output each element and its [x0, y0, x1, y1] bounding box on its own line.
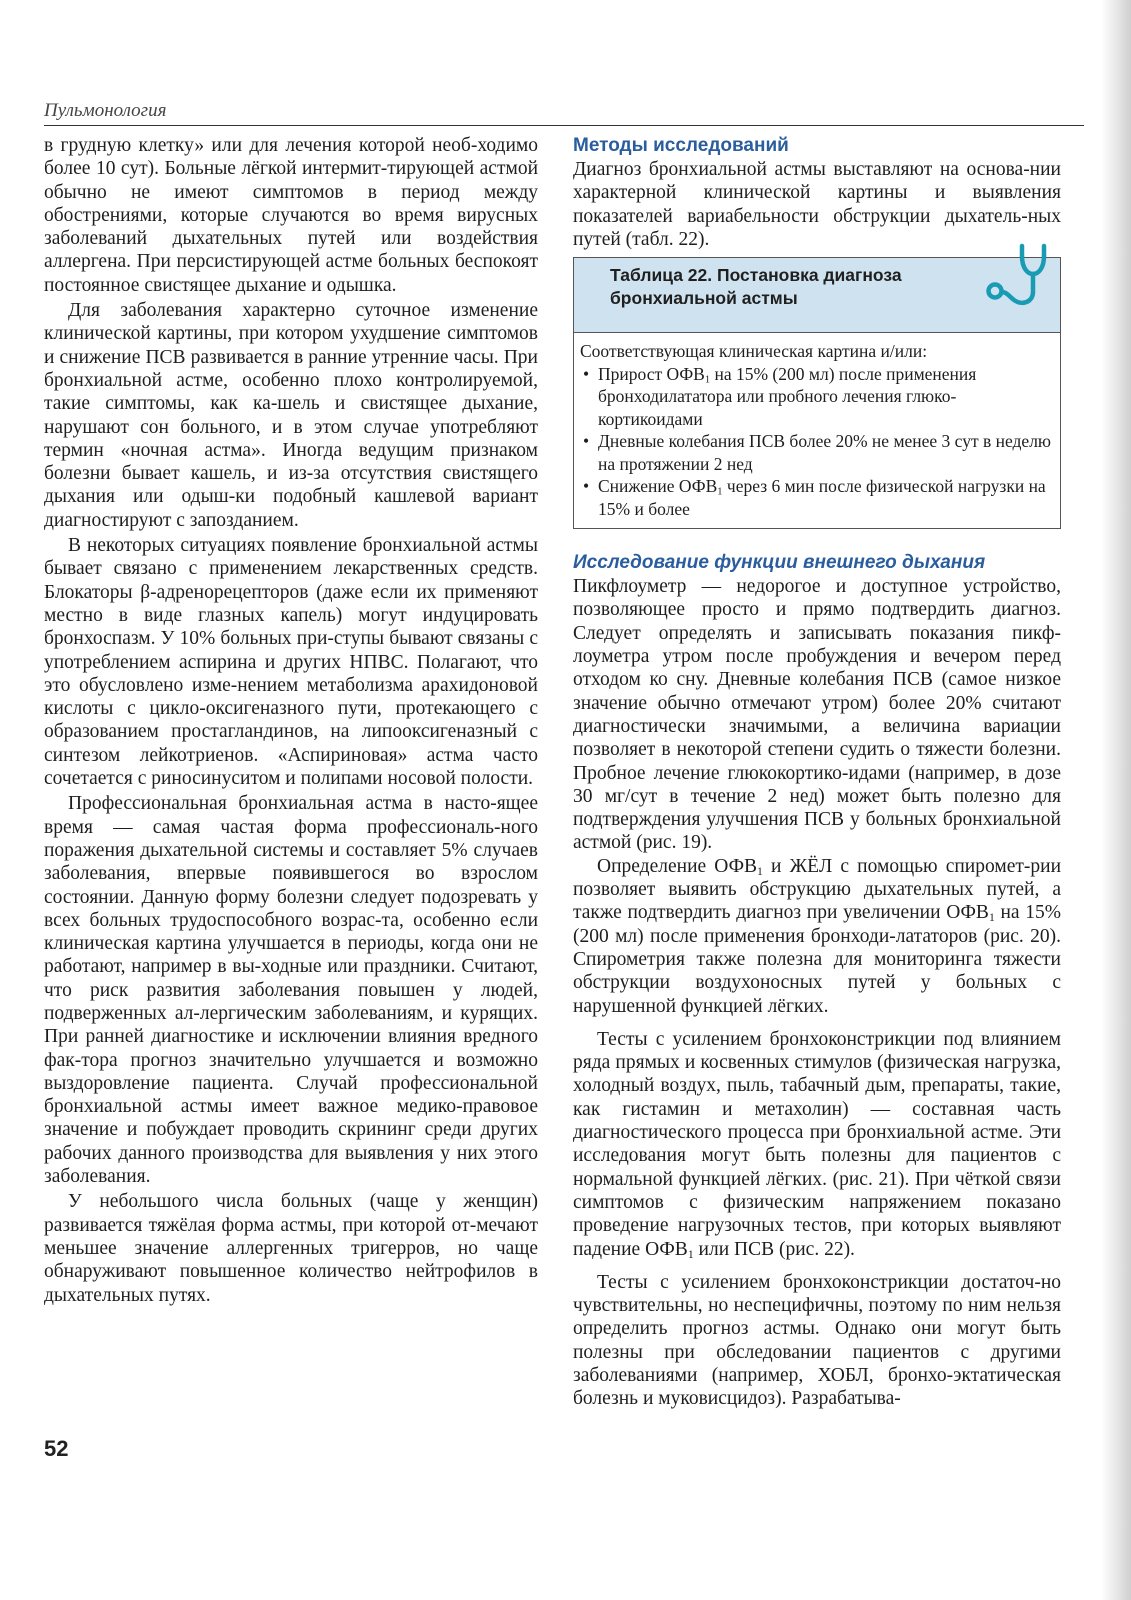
stethoscope-icon [984, 240, 1052, 314]
left-paragraph-1: в грудную клетку» или для лечения которой необ-ходимо более 10 сут). Больные лёгкой интермит-тирующей астмой обычно не имеют симптомов в период между обострениями, которые случаются во время вирусных заболеваний дыхательных путей или воздействия аллергена. При персистирующей астме больных беспокоят постоянное свистящее дыхание и одышка. [44, 135, 538, 296]
list-item: • Снижение $ОФВ_1$ через 6 мин после физической нагрузки на 15% и более [583, 476, 1046, 519]
right-column [573, 134, 1061, 1411]
spirometry-paragraph: Определение $ОФВ_1$ и ЖЁЛ с помощью спиромет-рии позволяет выявить обструкцию дыхательных путей, а также подтвердить диагноз при увеличении $ОФВ_1$ на 15% (200 мл) после применения бронходи-лататоров (рис. 20). Спирометрия также полезна для мониторинга тяжести обструкции воздухоносных путей у больных с нарушенной функцией лёгких. [573, 855, 1061, 1017]
page-number: 52 [44, 1436, 69, 1461]
methods-heading: Методы исследований [573, 135, 789, 156]
methods-paragraph: Диагноз бронхиальной астмы выставляют на основа-нии характерной клинической картины и выявления показателей вариабельности обструкции дыхатель-ных путей (табл. 22). [573, 159, 1061, 250]
list-item: • Дневные колебания ПСВ более 20% не менее 3 сут в неделю на протяжении 2 нед [583, 431, 1052, 474]
function-heading: Исследование функции внешнего дыхания [573, 552, 986, 574]
peakflow-paragraph: Пикфлоуметр — недорогое и доступное устройство, позволяющее просто и прямо подтвердить диагноз. Следует определять и записывать показания пикф-лоуметра утром после пробуждения и вечером перед отходом ко сну. Дневные колебания ПСВ (самое низкое значение обычно отмечают утром) более 20% считают диагностически значимыми, а величина вариации позволяет в некоторой степени судить о тяжести болезни. Пробное лечение глюкокортико-идами (например, в дозе 30 мг/сут в течение 2 нед) может быть полезно для подтверждения улучшения ПСВ у больных бронхиальной астмой (рис. 19). [573, 576, 1061, 854]
table-title [610, 264, 990, 310]
table-title-line-1: Таблица 22. Постановка диагноза [610, 265, 902, 286]
bronchoconstriction-paragraph: Тесты с усилением бронхоконстрикции под влиянием ряда прямых и косвенных стимулов (физическая нагрузка, холодный воздух, пыль, табачный дым, препараты, такие, как гистамин и метахолин) — составная часть диагностического процесса при бронхиальной астме. Эти исследования могут быть полезны для пациентов с нормальной функцией лёгких. (рис. 21). При чёткой связи симптомов с физическим напряжением показано проведение нагрузочных тестов, при которых выявляют падение $ОФВ_1$ или ПСВ (рис. 22). [573, 1028, 1061, 1261]
left-paragraph-2: Для заболевания характерно суточное изменение клинической картины, при котором ухудшение симптомов и снижение ПСВ развивается в ранние утренние часы. При бронхиальной астме, особенно плохо контролируемой, такие симптомы, как ка-шель и свистящее дыхание, нарушают сон больного, и в этом случае употребляют термин «ночная астма». Иногда ведущим признаком болезни бывает кашель, и из-за отсутствия свистящего дыхания или одыш-ки подобный кашлевой вариант диагностируют с запозданием. [44, 300, 538, 531]
left-paragraph-4: Профессиональная бронхиальная астма в насто-ящее время — самая частая форма профессиональ-ного поражения дыхательной системы и составляет 5% случаев заболевания, впервые появившегося во взрослом состоянии. Данную форму болезни следует подозревать у всех больных трудоспособного возрас-та, особенно если клиническая картина улучшается в периоды, когда они не работают, например в вы-ходные или праздники. Считают, что риск развития заболевания повышен у людей, подверженных ал-лергическим заболеваниям, и курящих. При ранней диагностике и исключении влияния вредного фак-тора прогноз значительно улучшается и возможно выздоровление пациента. Случай профессиональной бронхиальной астмы имеет важное медико-правовое значение и побуждает проводить скрининг среди других рабочих данного производства для выявления у них этого заболевания. [44, 793, 538, 1188]
page-edge-shadow [1101, 0, 1131, 1600]
bullet: • [583, 363, 590, 384]
table-body [574, 333, 1060, 528]
left-paragraph-3: В некоторых ситуациях появление бронхиальной астмы бывает связано с применением лекарственных средств. Блокаторы β-адренорецепторов (даже если их применяют местно в виде глазных капель) могут индуцировать бронхоспазм. У 10% больных при-ступы бывают связаны с употреблением аспирина и других НПВС. Полагают, что это обусловлено изме-нением метаболизма арахидоновой кислоты с цикло-оксигеназного пути, протекающего с образованием простагландинов, на липооксигеназный с синтезом лейкотриенов. «Аспириновая» астма часто сочетается с риносинуситом и полипами носовой полости. [44, 535, 538, 790]
running-head: Пульмонология [44, 100, 167, 121]
left-paragraph-5: У небольшого числа больных (чаще у женщин) развивается тяжёлая форма астмы, при которой от-мечают меньшее значение аллергенных тригерров, но чаще обнаруживают повышенное количество нейтрофилов в дыхательных путях. [44, 1191, 538, 1306]
bullet: • [583, 476, 590, 497]
table-intro: Соответствующая клиническая картина и/или: [580, 341, 928, 362]
diagnosis-table [573, 257, 1061, 529]
list-item: • Прирост $ОФВ_1$ на 15% (200 мл) после применения бронходилататора или пробного лечения глюко-кортикоидами [583, 363, 977, 429]
left-column [44, 134, 538, 1307]
sensitivity-paragraph: Тесты с усилением бронхоконстрикции достаточ-но чувствительны, но неспецифичны, поэтому по ним нельзя определить прогноз астмы. Однако они могут быть полезны при обследовании пациентов с другими заболеваниями (например, ХОБЛ, бронхо-эктатическая болезнь и муковисцидоз). Разрабатыва- [573, 1271, 1061, 1410]
table-criteria-list [580, 363, 1052, 521]
table-title-line-2: бронхиальной астмы [610, 288, 798, 309]
header-rule [44, 125, 1084, 126]
bullet: • [583, 431, 590, 452]
table-header [574, 258, 1060, 333]
